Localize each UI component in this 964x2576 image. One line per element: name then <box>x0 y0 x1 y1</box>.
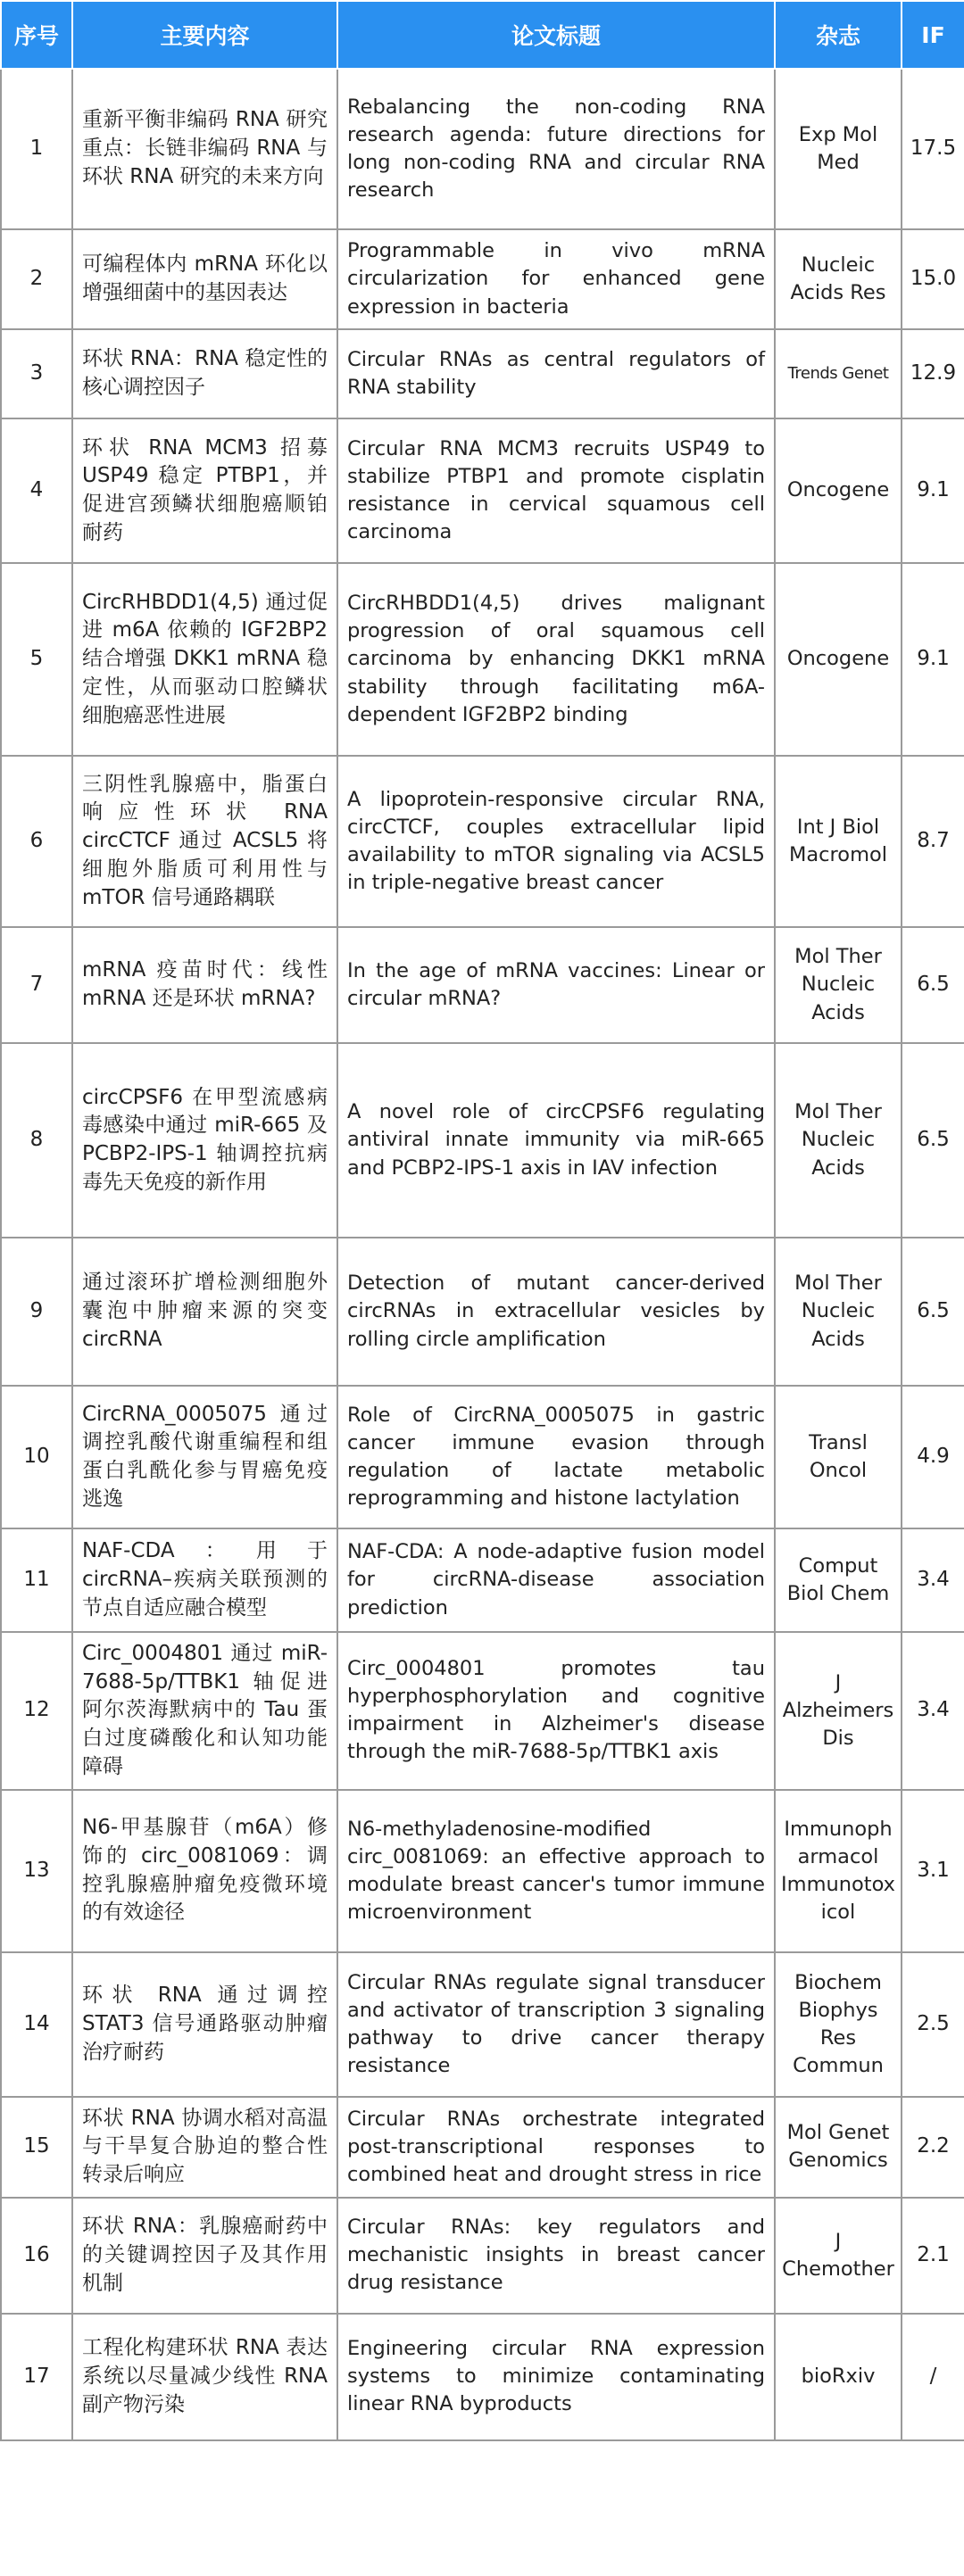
row-title: Rebalancing the non-coding RNA research agenda: future directions for long non-coding RNA and circular RNA research <box>337 69 775 229</box>
row-impact-factor: 2.1 <box>902 2198 964 2314</box>
row-index: 16 <box>1 2198 72 2314</box>
row-impact-factor: 2.2 <box>902 2097 964 2198</box>
row-index: 8 <box>1 1043 72 1238</box>
row-impact-factor: 6.5 <box>902 927 964 1043</box>
row-impact-factor: 6.5 <box>902 1238 964 1386</box>
row-title: Circular RNAs regulate signal transducer and activator of transcription 3 signaling pathway to drive cancer therapy resistance <box>337 1952 775 2097</box>
row-journal: bioRxiv <box>775 2314 902 2440</box>
row-summary: 重新平衡非编码 RNA 研究重点：长链非编码 RNA 与环状 RNA 研究的未来方向 <box>72 69 337 229</box>
row-index: 7 <box>1 927 72 1043</box>
row-summary: 环状 RNA 协调水稻对高温与干旱复合胁迫的整合性转录后响应 <box>72 2097 337 2198</box>
row-impact-factor: 2.5 <box>902 1952 964 2097</box>
row-journal: Int J Biol Macromol <box>775 756 902 927</box>
table-row <box>1 329 964 418</box>
row-summary: mRNA 疫苗时代：线性 mRNA 还是环状 mRNA? <box>72 927 337 1043</box>
row-title: Circular RNA MCM3 recruits USP49 to stabilize PTBP1 and promote cisplatin resistance in cervical squamous cell carcinoma <box>337 418 775 563</box>
header-journal: 杂志 <box>775 1 902 69</box>
row-index: 2 <box>1 229 72 329</box>
row-summary: 三阴性乳腺癌中，脂蛋白响应性环状 RNA circCTCF 通过 ACSL5 将细胞外脂质可利用性与 mTOR 信号通路耦联 <box>72 756 337 927</box>
row-journal: Trends Genet <box>775 329 902 418</box>
row-journal: Immunopharmacol Immunotoxicol <box>775 1790 902 1952</box>
row-summary: 环状 RNA MCM3 招募 USP49 稳定 PTBP1，并促进宫颈鳞状细胞癌顺铂耐药 <box>72 418 337 563</box>
row-journal: Biochem Biophys Res Commun <box>775 1952 902 2097</box>
header-summary: 主要内容 <box>72 1 337 69</box>
row-impact-factor: 9.1 <box>902 563 964 756</box>
row-summary: N6-甲基腺苷（m6A）修饰的 circ_0081069：调控乳腺癌肿瘤免疫微环境的有效途径 <box>72 1790 337 1952</box>
row-title: Circ_0004801 promotes tau hyperphosphorylation and cognitive impairment in Alzheimer's disease through the miR-7688-5p/TTBK1 axis <box>337 1632 775 1790</box>
row-title: A lipoprotein-responsive circular RNA, circCTCF, couples extracellular lipid availability to mTOR signaling via ACSL5 in triple-negative breast cancer <box>337 756 775 927</box>
table-row <box>1 1386 964 1528</box>
row-journal: Mol Genet Genomics <box>775 2097 902 2198</box>
table-row <box>1 1952 964 2097</box>
row-title: N6-methyladenosine-modified circ_0081069: an effective approach to modulate breast cancer's tumor immune microenvironment <box>337 1790 775 1952</box>
row-journal: Mol Ther Nucleic Acids <box>775 927 902 1043</box>
row-impact-factor: 3.1 <box>902 1790 964 1952</box>
table-row <box>1 1238 964 1386</box>
row-journal: J Chemother <box>775 2198 902 2314</box>
row-impact-factor: 4.9 <box>902 1386 964 1528</box>
row-impact-factor: 9.1 <box>902 418 964 563</box>
row-journal: Oncogene <box>775 418 902 563</box>
header-index: 序号 <box>1 1 72 69</box>
row-index: 14 <box>1 1952 72 2097</box>
table-row <box>1 229 964 329</box>
row-journal: J Alzheimers Dis <box>775 1632 902 1790</box>
table-row <box>1 1790 964 1952</box>
row-summary: 环状 RNA：乳腺癌耐药中的关键调控因子及其作用机制 <box>72 2198 337 2314</box>
table-row <box>1 418 964 563</box>
row-title: Programmable in vivo mRNA circularization for enhanced gene expression in bacteria <box>337 229 775 329</box>
row-index: 3 <box>1 329 72 418</box>
row-impact-factor: 3.4 <box>902 1528 964 1632</box>
row-index: 10 <box>1 1386 72 1528</box>
table-row <box>1 69 964 229</box>
row-impact-factor: 15.0 <box>902 229 964 329</box>
row-index: 4 <box>1 418 72 563</box>
row-impact-factor: / <box>902 2314 964 2440</box>
row-title: Circular RNAs as central regulators of RNA stability <box>337 329 775 418</box>
row-title: NAF-CDA: A node-adaptive fusion model for circRNA-disease association prediction <box>337 1528 775 1632</box>
row-title: Detection of mutant cancer-derived circRNAs in extracellular vesicles by rolling circle amplification <box>337 1238 775 1386</box>
header-if: IF <box>902 1 964 69</box>
row-title: CircRHBDD1(4,5) drives malignant progression of oral squamous cell carcinoma by enhancing DKK1 mRNA stability through facilitating m6A-dependent IGF2BP2 binding <box>337 563 775 756</box>
row-summary: 工程化构建环状 RNA 表达系统以尽量减少线性 RNA 副产物污染 <box>72 2314 337 2440</box>
row-summary: 环状 RNA 通过调控 STAT3 信号通路驱动肿瘤治疗耐药 <box>72 1952 337 2097</box>
table-row <box>1 756 964 927</box>
table-row <box>1 2198 964 2314</box>
header-row <box>1 1 964 69</box>
row-index: 11 <box>1 1528 72 1632</box>
row-index: 13 <box>1 1790 72 1952</box>
row-title: Role of CircRNA_0005075 in gastric cancer immune evasion through regulation of lactate metabolic reprogramming and histone lactylation <box>337 1386 775 1528</box>
table-row <box>1 563 964 756</box>
row-impact-factor: 3.4 <box>902 1632 964 1790</box>
row-title: Circular RNAs orchestrate integrated post-transcriptional responses to combined heat and drought stress in rice <box>337 2097 775 2198</box>
row-impact-factor: 6.5 <box>902 1043 964 1238</box>
row-journal: Nucleic Acids Res <box>775 229 902 329</box>
table-row <box>1 1632 964 1790</box>
table-row <box>1 1528 964 1632</box>
row-journal: Mol Ther Nucleic Acids <box>775 1043 902 1238</box>
row-index: 6 <box>1 756 72 927</box>
row-journal: Transl Oncol <box>775 1386 902 1528</box>
row-journal: Comput Biol Chem <box>775 1528 902 1632</box>
row-summary: Circ_0004801 通过 miR-7688-5p/TTBK1 轴促进阿尔茨海默病中的 Tau 蛋白过度磷酸化和认知功能障碍 <box>72 1632 337 1790</box>
table-row <box>1 2097 964 2198</box>
row-summary: CircRNA_0005075 通过调控乳酸代谢重编程和组蛋白乳酰化参与胃癌免疫逃逸 <box>72 1386 337 1528</box>
table-row <box>1 1043 964 1238</box>
row-journal: Exp Mol Med <box>775 69 902 229</box>
row-summary: circCPSF6 在甲型流感病毒感染中通过 miR-665 及 PCBP2-IPS-1 轴调控抗病毒先天免疫的新作用 <box>72 1043 337 1238</box>
table-row <box>1 2314 964 2440</box>
row-title: In the age of mRNA vaccines: Linear or circular mRNA? <box>337 927 775 1043</box>
row-impact-factor: 8.7 <box>902 756 964 927</box>
row-journal: Oncogene <box>775 563 902 756</box>
row-index: 1 <box>1 69 72 229</box>
table-header <box>1 1 964 69</box>
row-impact-factor: 17.5 <box>902 69 964 229</box>
row-summary: 环状 RNA：RNA 稳定性的核心调控因子 <box>72 329 337 418</box>
row-title: Engineering circular RNA expression systems to minimize contaminating linear RNA byproducts <box>337 2314 775 2440</box>
row-index: 17 <box>1 2314 72 2440</box>
row-title: A novel role of circCPSF6 regulating antiviral innate immunity via miR-665 and PCBP2-IPS-1 axis in IAV infection <box>337 1043 775 1238</box>
row-index: 9 <box>1 1238 72 1386</box>
row-summary: 通过滚环扩增检测细胞外囊泡中肿瘤来源的突变 circRNA <box>72 1238 337 1386</box>
row-summary: NAF-CDA：用于 circRNA–疾病关联预测的节点自适应融合模型 <box>72 1528 337 1632</box>
row-summary: CircRHBDD1(4,5) 通过促进 m6A 依赖的 IGF2BP2 结合增强 DKK1 mRNA 稳定性，从而驱动口腔鳞状细胞癌恶性进展 <box>72 563 337 756</box>
row-title: Circular RNAs: key regulators and mechanistic insights in breast cancer drug resistance <box>337 2198 775 2314</box>
table-body <box>1 69 964 2440</box>
row-index: 5 <box>1 563 72 756</box>
row-summary: 可编程体内 mRNA 环化以增强细菌中的基因表达 <box>72 229 337 329</box>
row-index: 12 <box>1 1632 72 1790</box>
row-journal: Mol Ther Nucleic Acids <box>775 1238 902 1386</box>
table-row <box>1 927 964 1043</box>
header-title: 论文标题 <box>337 1 775 69</box>
row-impact-factor: 12.9 <box>902 329 964 418</box>
row-index: 15 <box>1 2097 72 2198</box>
